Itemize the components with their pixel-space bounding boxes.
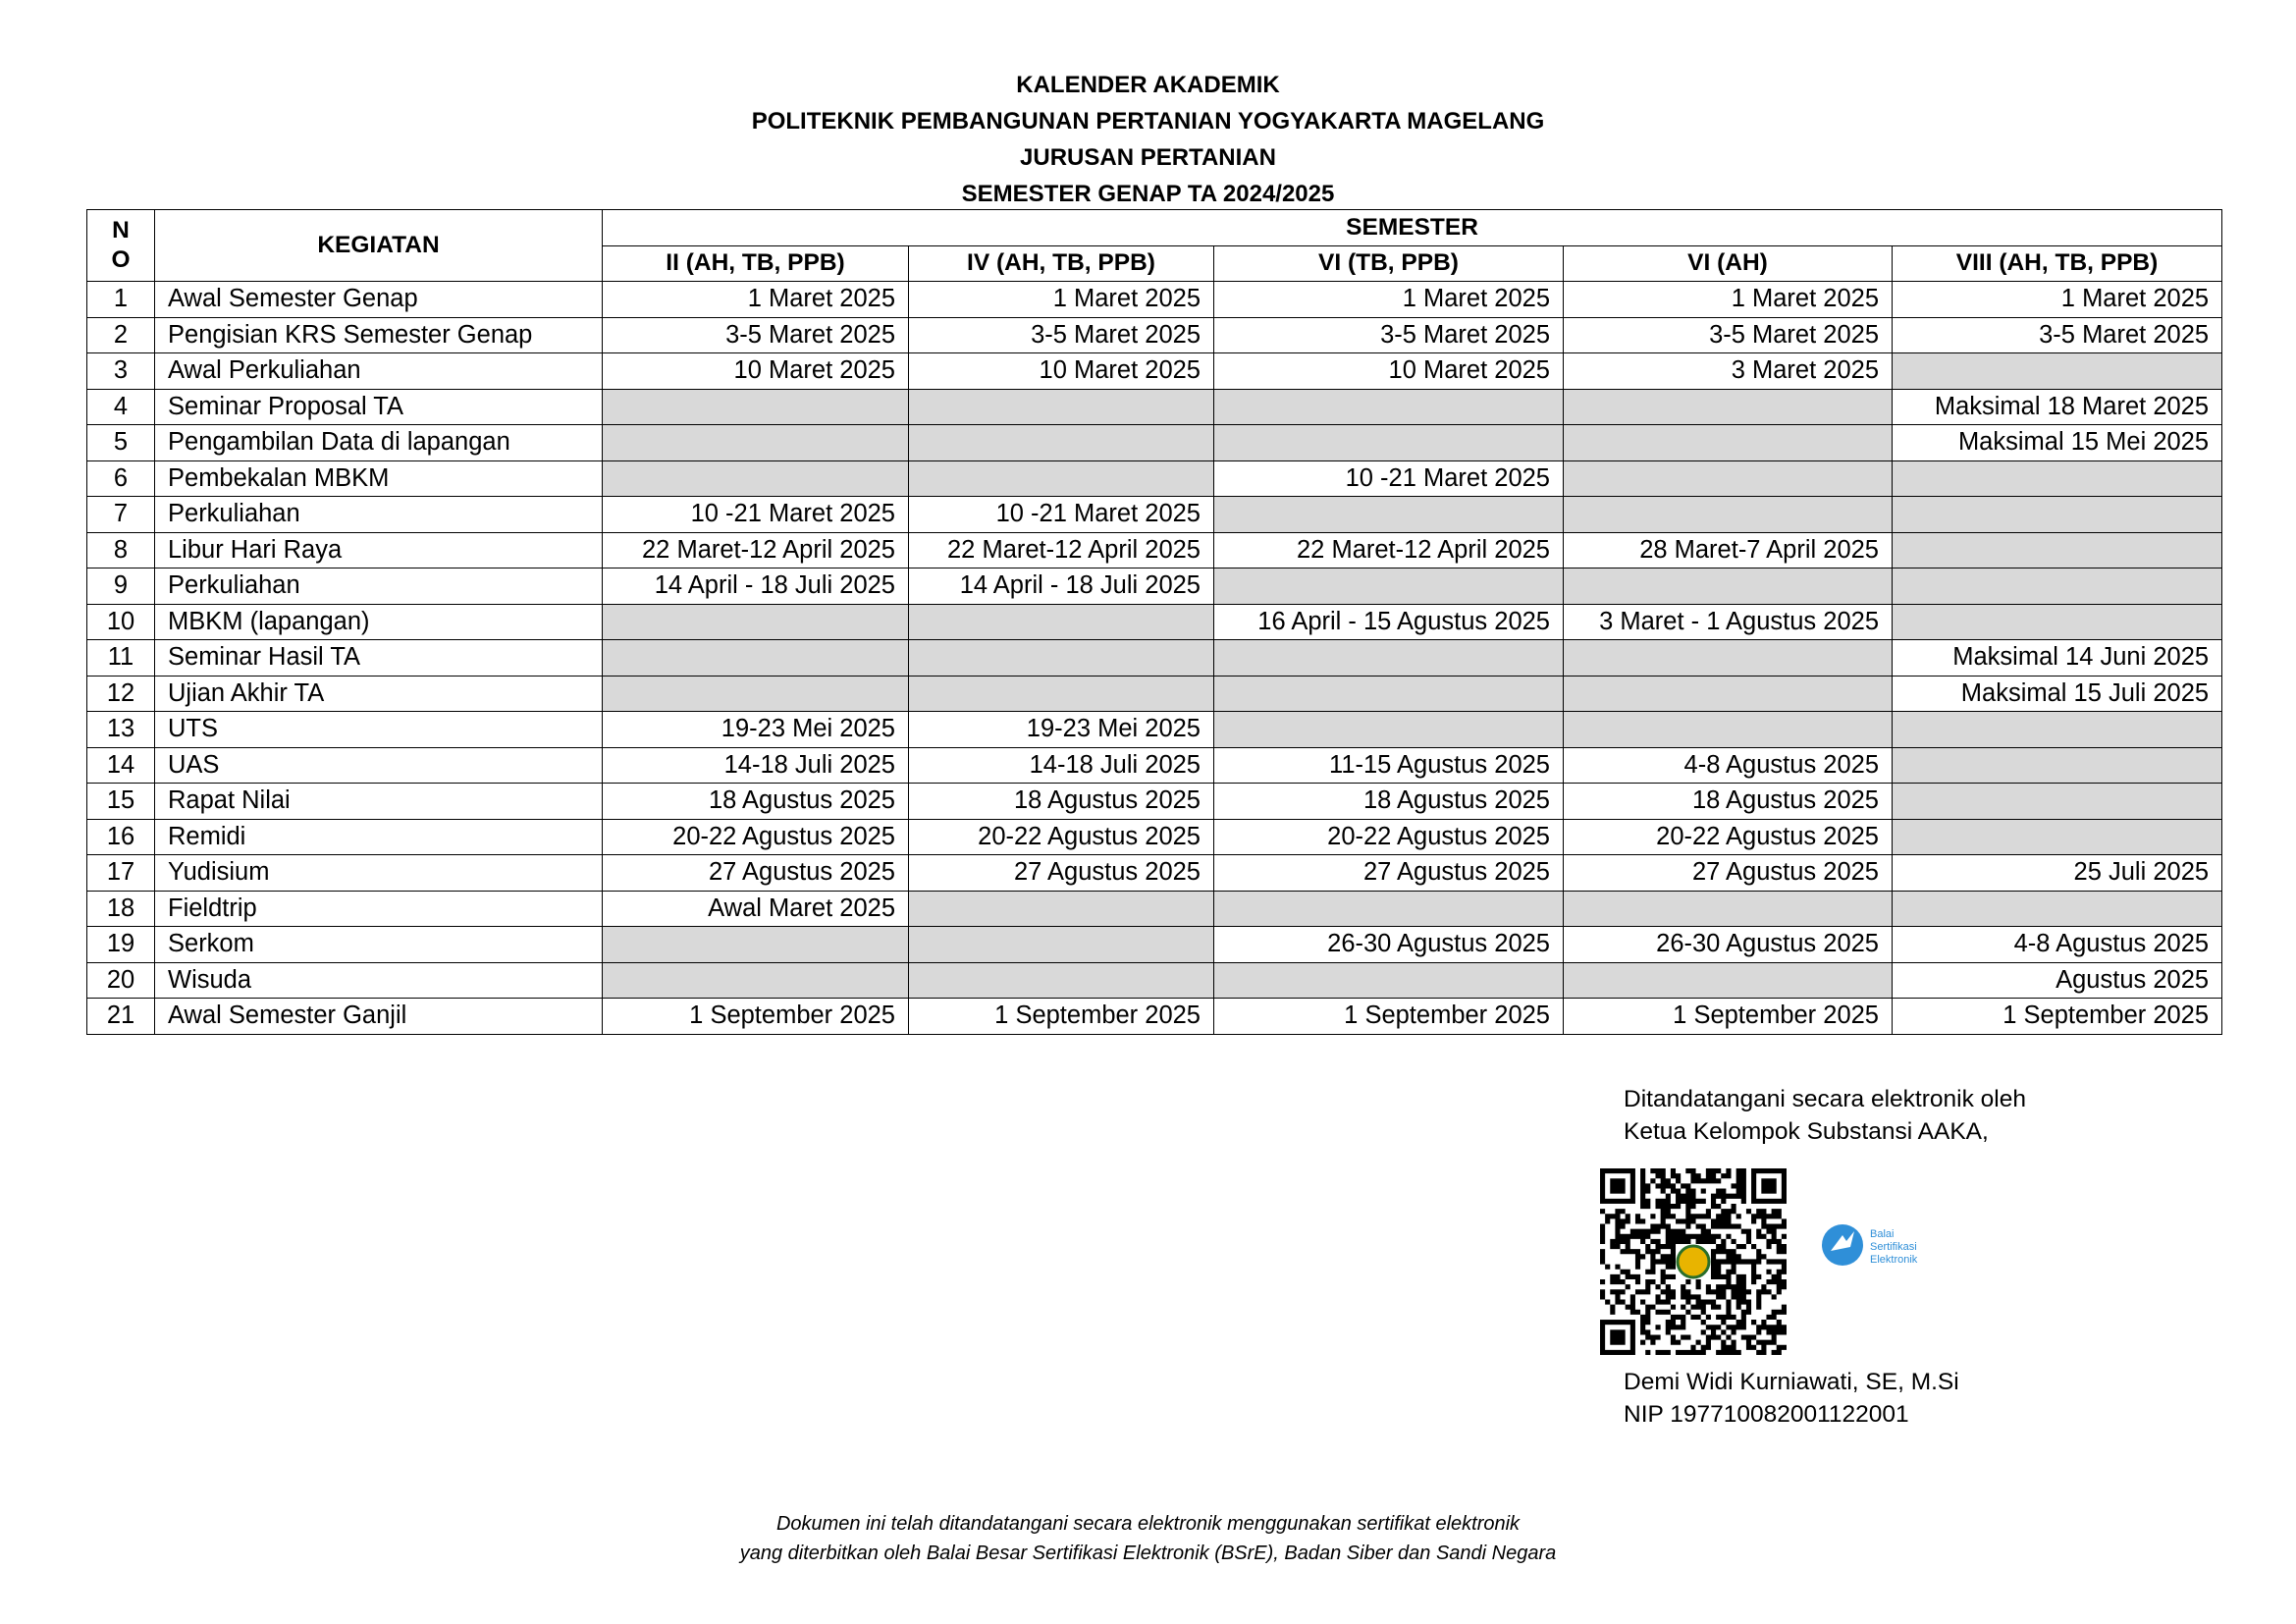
empty-date-cell [1214,712,1564,748]
date-cell: 14 April - 18 Juli 2025 [909,568,1214,605]
empty-date-cell [603,962,909,999]
activity-cell: Awal Perkuliahan [155,353,603,390]
calendar-body [87,282,2222,1035]
empty-date-cell [1214,640,1564,677]
date-cell: 16 April - 15 Agustus 2025 [1214,604,1564,640]
semester-header: VIII (AH, TB, PPB) [1893,245,2222,282]
header-line-4: SEMESTER GENAP TA 2024/2025 [961,181,1335,207]
date-cell: 1 September 2025 [1564,999,1893,1035]
date-cell: 10 Maret 2025 [909,353,1214,390]
date-cell: 14-18 Juli 2025 [909,747,1214,784]
empty-date-cell [1564,962,1893,999]
date-cell: 18 Agustus 2025 [603,784,909,820]
activity-cell: Wisuda [155,962,603,999]
empty-date-cell [1564,425,1893,461]
empty-date-cell [1893,604,2222,640]
table-row [87,784,2222,820]
date-cell: 27 Agustus 2025 [1214,855,1564,892]
col-activity-header: KEGIATAN [155,210,603,282]
row-number: 7 [87,497,155,533]
date-cell: 27 Agustus 2025 [603,855,909,892]
date-cell: 1 Maret 2025 [909,282,1214,318]
semester-header: II (AH, TB, PPB) [603,245,909,282]
date-cell: 10 Maret 2025 [603,353,909,390]
table-row [87,353,2222,390]
row-number: 9 [87,568,155,605]
empty-date-cell [909,640,1214,677]
empty-date-cell [1214,389,1564,425]
signer-nip: NIP 197710082001122001 [1624,1401,1909,1428]
activity-cell: Libur Hari Raya [155,532,603,568]
qr-code-icon [1600,1168,1787,1355]
date-cell: Maksimal 15 Juli 2025 [1893,676,2222,712]
activity-cell: Seminar Hasil TA [155,640,603,677]
empty-date-cell [1564,460,1893,497]
date-cell: 10 -21 Maret 2025 [1214,460,1564,497]
empty-date-cell [603,425,909,461]
date-cell: 3 Maret - 1 Agustus 2025 [1564,604,1893,640]
signature-line-1: Ditandatangani secara elektronik oleh [1624,1086,2026,1112]
date-cell: 20-22 Agustus 2025 [603,819,909,855]
svg-text:Balai: Balai [1870,1228,1895,1240]
date-cell: 3-5 Maret 2025 [909,317,1214,353]
row-number: 8 [87,532,155,568]
col-no-letter-n: N [112,217,130,244]
date-cell: 3-5 Maret 2025 [603,317,909,353]
activity-cell: Rapat Nilai [155,784,603,820]
date-cell: 26-30 Agustus 2025 [1214,927,1564,963]
row-number: 18 [87,891,155,927]
table-row [87,640,2222,677]
date-cell: 11-15 Agustus 2025 [1214,747,1564,784]
table-row [87,568,2222,605]
activity-cell: Fieldtrip [155,891,603,927]
activity-cell: Ujian Akhir TA [155,676,603,712]
date-cell: 26-30 Agustus 2025 [1564,927,1893,963]
table-row [87,927,2222,963]
empty-date-cell [603,676,909,712]
table-row [87,999,2222,1035]
date-cell: 1 September 2025 [1214,999,1564,1035]
table-row [87,532,2222,568]
col-no-letter-o: O [111,246,131,273]
signer-name: Demi Widi Kurniawati, SE, M.Si [1624,1369,1959,1395]
row-number: 10 [87,604,155,640]
date-cell: 22 Maret-12 April 2025 [909,532,1214,568]
activity-cell: Perkuliahan [155,497,603,533]
date-cell: 22 Maret-12 April 2025 [603,532,909,568]
row-number: 3 [87,353,155,390]
table-row [87,747,2222,784]
svg-text:Sertifikasi: Sertifikasi [1870,1241,1917,1253]
row-number: 11 [87,640,155,677]
table-row [87,282,2222,318]
date-cell: 1 September 2025 [603,999,909,1035]
header-row-1 [87,210,2222,246]
empty-date-cell [1893,819,2222,855]
date-cell: 1 Maret 2025 [603,282,909,318]
empty-date-cell [1564,640,1893,677]
empty-date-cell [909,927,1214,963]
empty-date-cell [1893,568,2222,605]
date-cell: 4-8 Agustus 2025 [1893,927,2222,963]
empty-date-cell [1214,962,1564,999]
header-line-2: POLITEKNIK PEMBANGUNAN PERTANIAN YOGYAKARTA MAGELANG [751,108,1545,135]
empty-date-cell [909,389,1214,425]
empty-date-cell [603,389,909,425]
date-cell: Maksimal 18 Maret 2025 [1893,389,2222,425]
empty-date-cell [1893,712,2222,748]
empty-date-cell [909,425,1214,461]
empty-date-cell [1214,425,1564,461]
row-number: 16 [87,819,155,855]
activity-cell: Remidi [155,819,603,855]
row-number: 5 [87,425,155,461]
activity-cell: Awal Semester Genap [155,282,603,318]
table-row [87,855,2222,892]
academic-calendar-table [86,209,2222,1035]
row-number: 13 [87,712,155,748]
svg-text:Elektronik: Elektronik [1870,1254,1918,1266]
date-cell: 22 Maret-12 April 2025 [1214,532,1564,568]
header-line-3: JURUSAN PERTANIAN [1020,144,1276,171]
date-cell: Awal Maret 2025 [603,891,909,927]
activity-cell: Pengisian KRS Semester Genap [155,317,603,353]
empty-date-cell [1214,497,1564,533]
empty-date-cell [603,604,909,640]
date-cell: 28 Maret-7 April 2025 [1564,532,1893,568]
e-signature-footer [0,1509,2296,1568]
date-cell: 1 September 2025 [909,999,1214,1035]
empty-date-cell [1564,676,1893,712]
activity-cell: Yudisium [155,855,603,892]
empty-date-cell [1564,497,1893,533]
bsre-logo-icon [1821,1218,1958,1272]
table-row [87,891,2222,927]
empty-date-cell [1564,712,1893,748]
date-cell: 4-8 Agustus 2025 [1564,747,1893,784]
row-number: 2 [87,317,155,353]
table-row [87,819,2222,855]
col-no-header [87,210,155,282]
empty-date-cell [909,604,1214,640]
date-cell: 3 Maret 2025 [1564,353,1893,390]
empty-date-cell [1893,532,2222,568]
date-cell: 3-5 Maret 2025 [1214,317,1564,353]
empty-date-cell [1214,676,1564,712]
table-row [87,676,2222,712]
empty-date-cell [909,676,1214,712]
activity-cell: Awal Semester Ganjil [155,999,603,1035]
signature-intro [1624,1083,2026,1148]
date-cell: 10 -21 Maret 2025 [603,497,909,533]
date-cell: 25 Juli 2025 [1893,855,2222,892]
empty-date-cell [1893,353,2222,390]
col-semester-header: SEMESTER [603,210,2222,246]
row-number: 21 [87,999,155,1035]
activity-cell: UTS [155,712,603,748]
activity-cell: MBKM (lapangan) [155,604,603,640]
date-cell: 3-5 Maret 2025 [1893,317,2222,353]
row-number: 19 [87,927,155,963]
empty-date-cell [603,460,909,497]
activity-cell: Seminar Proposal TA [155,389,603,425]
empty-date-cell [1893,497,2222,533]
semester-header: IV (AH, TB, PPB) [909,245,1214,282]
date-cell: 14-18 Juli 2025 [603,747,909,784]
empty-date-cell [1564,389,1893,425]
row-number: 6 [87,460,155,497]
date-cell: 10 Maret 2025 [1214,353,1564,390]
date-cell: 19-23 Mei 2025 [909,712,1214,748]
date-cell: 14 April - 18 Juli 2025 [603,568,909,605]
row-number: 15 [87,784,155,820]
date-cell: 20-22 Agustus 2025 [1214,819,1564,855]
date-cell: 10 -21 Maret 2025 [909,497,1214,533]
activity-cell: Serkom [155,927,603,963]
date-cell: Maksimal 14 Juni 2025 [1893,640,2222,677]
date-cell: 19-23 Mei 2025 [603,712,909,748]
footer-line-2: yang diterbitkan oleh Balai Besar Sertifikasi Elektronik (BSrE), Badan Siber dan Sandi Negara [739,1543,1557,1564]
date-cell: 20-22 Agustus 2025 [1564,819,1893,855]
activity-cell: Pembekalan MBKM [155,460,603,497]
empty-date-cell [1214,891,1564,927]
table-row [87,389,2222,425]
footer-line-1: Dokumen ini telah ditandatangani secara elektronik menggunakan sertifikat elektronik [775,1513,1521,1535]
signer-block [1624,1366,1959,1431]
row-number: 14 [87,747,155,784]
row-number: 1 [87,282,155,318]
row-number: 4 [87,389,155,425]
signature-line-2: Ketua Kelompok Substansi AAKA, [1624,1118,1989,1145]
date-cell: 1 Maret 2025 [1214,282,1564,318]
table-row [87,712,2222,748]
empty-date-cell [909,891,1214,927]
empty-date-cell [1564,568,1893,605]
empty-date-cell [1893,891,2222,927]
header-line-1: KALENDER AKADEMIK [1016,72,1280,98]
row-number: 12 [87,676,155,712]
empty-date-cell [1564,891,1893,927]
empty-date-cell [1214,568,1564,605]
empty-date-cell [909,962,1214,999]
table-row [87,604,2222,640]
date-cell: 1 Maret 2025 [1893,282,2222,318]
empty-date-cell [1893,460,2222,497]
empty-date-cell [909,460,1214,497]
date-cell: 27 Agustus 2025 [909,855,1214,892]
table-row [87,425,2222,461]
activity-cell: Pengambilan Data di lapangan [155,425,603,461]
empty-date-cell [1893,747,2222,784]
date-cell: 1 Maret 2025 [1564,282,1893,318]
empty-date-cell [1893,784,2222,820]
date-cell: 3-5 Maret 2025 [1564,317,1893,353]
date-cell: 18 Agustus 2025 [1564,784,1893,820]
activity-cell: Perkuliahan [155,568,603,605]
row-number: 20 [87,962,155,999]
date-cell: 18 Agustus 2025 [1214,784,1564,820]
table-row [87,962,2222,999]
date-cell: 18 Agustus 2025 [909,784,1214,820]
empty-date-cell [603,927,909,963]
activity-cell: UAS [155,747,603,784]
table-row [87,460,2222,497]
table-row [87,497,2222,533]
empty-date-cell [603,640,909,677]
date-cell: 1 September 2025 [1893,999,2222,1035]
semester-header: VI (TB, PPB) [1214,245,1564,282]
row-number: 17 [87,855,155,892]
date-cell: 27 Agustus 2025 [1564,855,1893,892]
date-cell: Maksimal 15 Mei 2025 [1893,425,2222,461]
semester-header: VI (AH) [1564,245,1893,282]
document-header [0,67,2296,212]
date-cell: Agustus 2025 [1893,962,2222,999]
date-cell: 20-22 Agustus 2025 [909,819,1214,855]
table-row [87,317,2222,353]
